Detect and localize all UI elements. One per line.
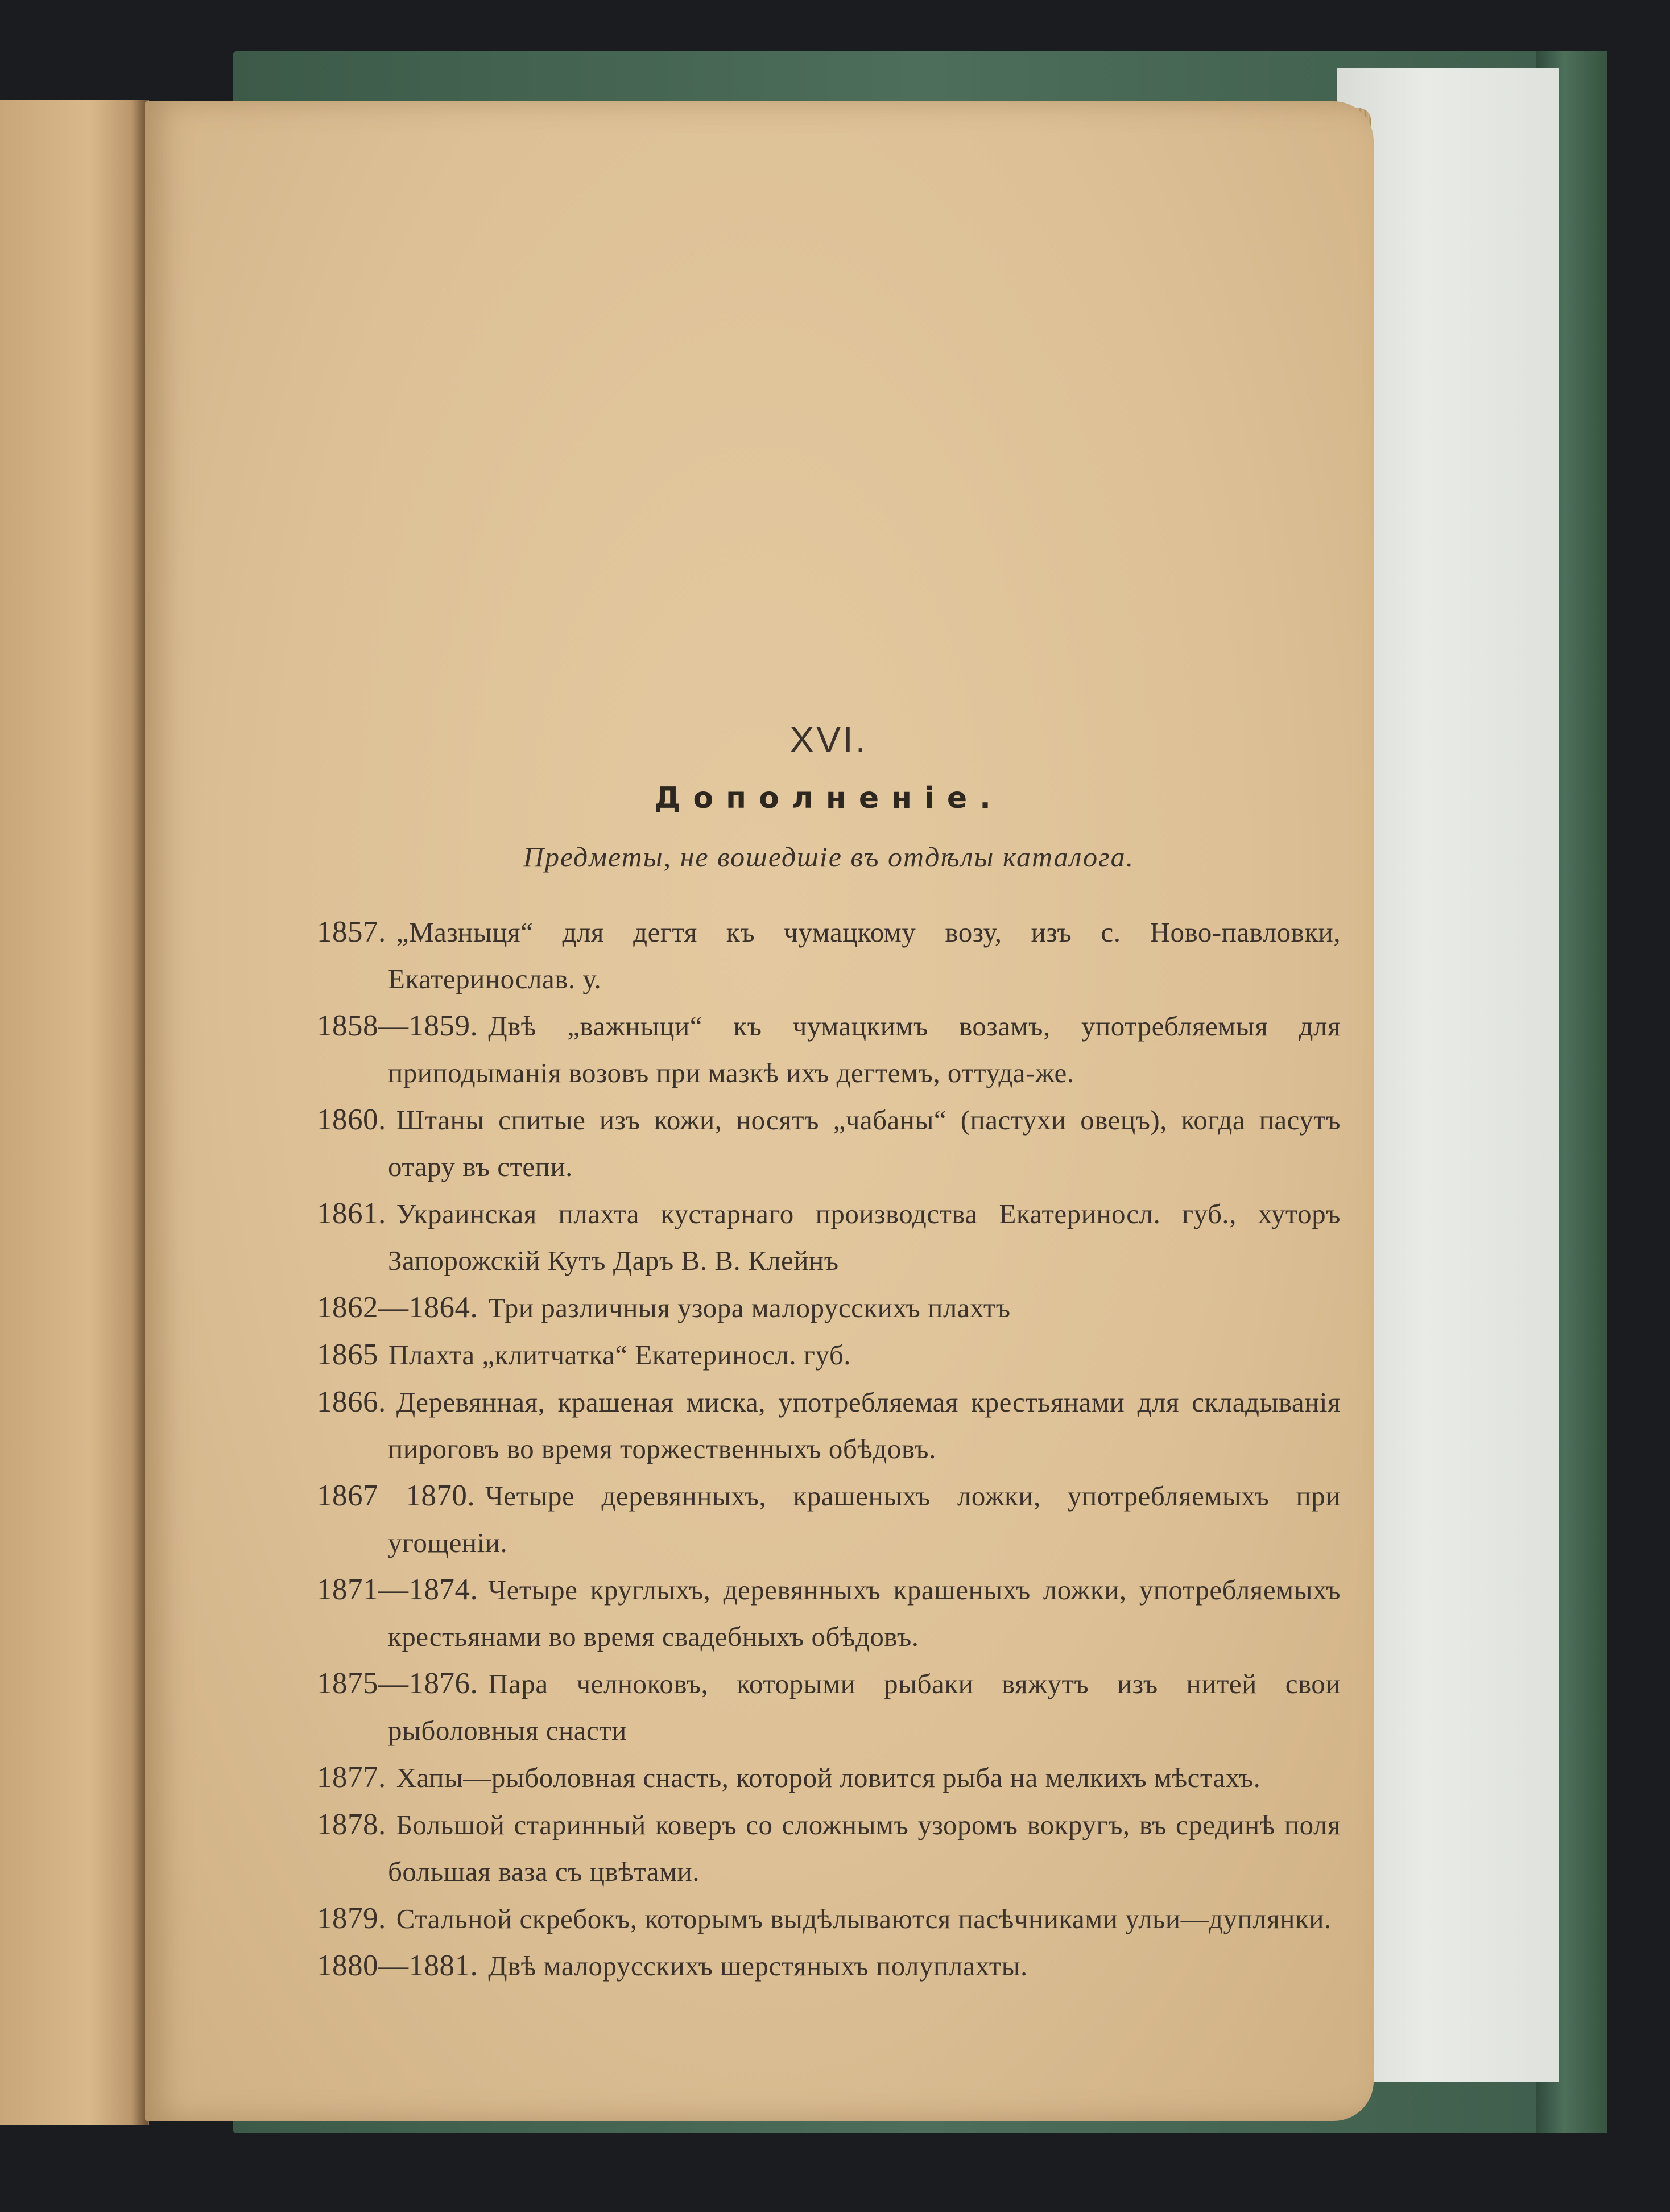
entry-text: Четыре деревянныхъ, крашеныхъ ложки, употребляемыхъ при угощеніи.	[388, 1480, 1341, 1558]
entry-number: 1867 1870.	[317, 1479, 476, 1512]
right-page	[145, 101, 1374, 2121]
entry-text: „Мазныця“ для дегтя къ чумацкому возу, изъ с. Ново-павловки, Екатеринослав. у.	[388, 917, 1341, 994]
catalog-entry	[317, 1472, 1341, 1566]
entry-text: Пара челноковъ, которыми рыбаки вяжутъ изъ нитей свои рыболовныя снасти	[388, 1668, 1341, 1746]
section-title: Дополненіе.	[654, 781, 1003, 815]
catalog-entry	[317, 1190, 1341, 1284]
entry-number: 1860.	[317, 1103, 386, 1136]
entry-text: Три различныя узора малорусскихъ плахтъ	[488, 1292, 1011, 1323]
entry-text: Четыре круглыхъ, деревянныхъ крашеныхъ ложки, употребляемыхъ крестьянами во время свадебныхъ обѣдовъ.	[388, 1574, 1341, 1652]
section-subtitle: Предметы, не вошедшіе въ отдѣлы каталога.	[523, 841, 1135, 873]
catalog-entry	[317, 1331, 1341, 1379]
entry-number: 1861.	[317, 1197, 386, 1230]
entry-text: Хапы—рыболовная снасть, которой ловится рыба на мелкихъ мѣстахъ.	[396, 1762, 1261, 1793]
catalog-entry	[317, 1660, 1341, 1754]
entry-text: Плахта „клитчатка“ Екатериносл. губ.	[388, 1339, 851, 1371]
catalog-entry	[317, 1379, 1341, 1472]
entry-number: 1865	[317, 1338, 378, 1371]
entry-text: Большой старинный коверъ со сложнымъ узоромъ вокругъ, въ срединѣ поля большая ваза съ цвѣтами.	[388, 1809, 1341, 1887]
catalog-entries	[317, 909, 1341, 1990]
entry-number: 1857.	[317, 915, 386, 948]
entry-text: Двѣ „важныци“ къ чумацкимъ возамъ, употребляемыя для приподыманія возовъ при мазкѣ ихъ дегтемъ, оттуда-же.	[388, 1010, 1341, 1088]
entry-text: Украинская плахта кустарнаго производства Екатериносл. губ., хуторъ Запорожскій Кутъ Даръ В. В. Клейнъ	[388, 1198, 1341, 1276]
entry-number: 1862—1864.	[317, 1291, 478, 1324]
catalog-entry	[317, 1566, 1341, 1660]
entry-text: Деревянная, крашеная миска, употребляемая крестьянами для складыванія пироговъ во время торжественныхъ обѣдовъ.	[388, 1386, 1341, 1464]
catalog-entry	[317, 1284, 1341, 1331]
catalog-entry	[317, 1801, 1341, 1895]
entry-number: 1877.	[317, 1761, 386, 1794]
catalog-entry	[317, 909, 1341, 1002]
entry-number: 1866.	[317, 1385, 386, 1418]
catalog-entry	[317, 1942, 1341, 1990]
catalog-entry	[317, 1754, 1341, 1801]
entry-number: 1878.	[317, 1808, 386, 1841]
entry-number: 1875—1876.	[317, 1667, 478, 1700]
page-text	[317, 719, 1341, 1990]
catalog-entry	[317, 1096, 1341, 1190]
entry-number: 1880—1881.	[317, 1949, 478, 1982]
entry-text: Штаны спитые изъ кожи, носятъ „чабаны“ (пастухи овецъ), когда пасутъ отару въ степи.	[388, 1104, 1341, 1182]
entry-number: 1858—1859.	[317, 1009, 478, 1042]
entry-text: Двѣ малорусскихъ шерстяныхъ полуплахты.	[488, 1950, 1028, 1982]
entry-number: 1879.	[317, 1902, 386, 1935]
entry-number: 1871—1874.	[317, 1573, 478, 1606]
left-page	[0, 100, 149, 2125]
section-number: XVI.	[789, 719, 868, 760]
catalog-entry	[317, 1895, 1341, 1942]
catalog-entry	[317, 1002, 1341, 1096]
entry-text: Стальной скребокъ, которымъ выдѣлываются пасѣчниками ульи—дуплянки.	[396, 1903, 1332, 1934]
